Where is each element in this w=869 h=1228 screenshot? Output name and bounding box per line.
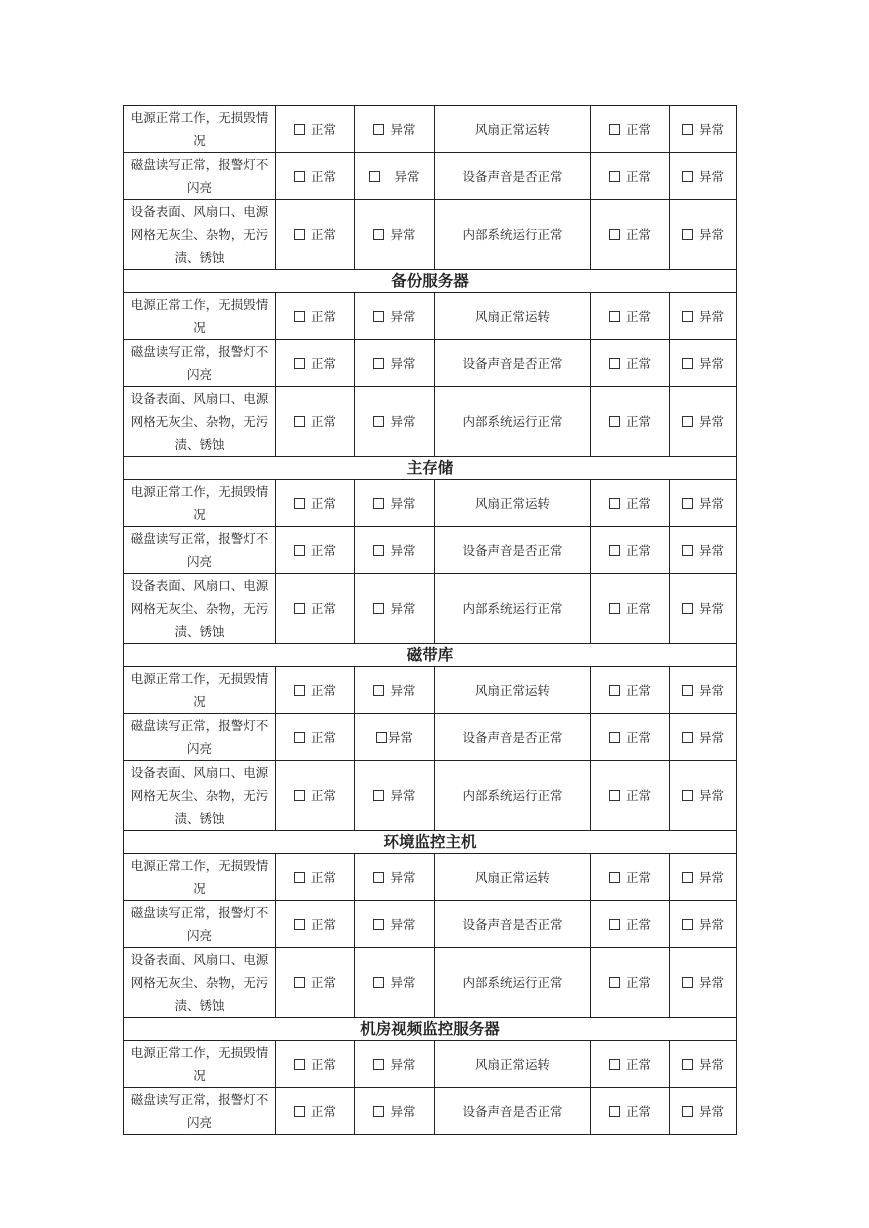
checkbox-icon[interactable] [373, 545, 384, 556]
check-item-label: 设备表面、风扇口、电源网格无灰尘、杂物，无污渍、锈蚀 [124, 387, 276, 457]
table-row [124, 901, 737, 948]
right-abnormal-option[interactable]: 异常 [670, 480, 737, 527]
table-row [124, 854, 737, 901]
checkbox-icon[interactable] [294, 124, 305, 135]
left-abnormal-option[interactable]: 异常 [355, 901, 435, 948]
checkbox-icon[interactable] [373, 977, 384, 988]
right-abnormal-option[interactable]: 异常 [670, 854, 737, 901]
left-normal-option[interactable]: 正常 [276, 480, 355, 527]
section-title: 磁带库 [124, 644, 737, 667]
right-abnormal-option[interactable]: 异常 [670, 714, 737, 761]
left-normal-option[interactable]: 正常 [276, 387, 355, 457]
right-normal-option[interactable]: 正常 [591, 480, 670, 527]
checkbox-icon[interactable] [373, 685, 384, 696]
check-item-label: 设备声音是否正常 [435, 901, 591, 948]
left-abnormal-option[interactable]: 异常 [355, 527, 435, 574]
right-abnormal-option[interactable]: 异常 [670, 527, 737, 574]
checkbox-icon[interactable] [373, 872, 384, 883]
left-normal-option[interactable]: 正常 [276, 714, 355, 761]
right-normal-option[interactable]: 正常 [591, 1088, 670, 1135]
left-abnormal-option[interactable]: 异常 [355, 200, 435, 270]
checkbox-icon[interactable] [609, 872, 620, 883]
table-row [124, 574, 737, 644]
checkbox-icon[interactable] [373, 1059, 384, 1070]
left-abnormal-option[interactable]: 异常 [355, 387, 435, 457]
right-normal-option[interactable]: 正常 [591, 714, 670, 761]
checkbox-icon[interactable] [294, 919, 305, 930]
section-header-row [124, 1018, 737, 1041]
right-normal-option[interactable]: 正常 [591, 574, 670, 644]
checkbox-icon[interactable] [373, 919, 384, 930]
checkbox-icon[interactable] [682, 1059, 693, 1070]
checkbox-icon[interactable] [682, 358, 693, 369]
check-item-label: 磁盘读写正常，报警灯不闪亮 [124, 714, 276, 761]
section-title: 机房视频监控服务器 [124, 1018, 737, 1041]
checkbox-icon[interactable] [682, 977, 693, 988]
checkbox-icon[interactable] [373, 358, 384, 369]
check-item-label: 磁盘读写正常，报警灯不闪亮 [124, 1088, 276, 1135]
check-item-label: 设备表面、风扇口、电源网格无灰尘、杂物，无污渍、锈蚀 [124, 761, 276, 831]
table-row [124, 106, 737, 153]
check-item-label: 磁盘读写正常，报警灯不闪亮 [124, 527, 276, 574]
check-item-label: 设备表面、风扇口、电源网格无灰尘、杂物，无污渍、锈蚀 [124, 200, 276, 270]
table-row [124, 527, 737, 574]
checkbox-icon[interactable] [376, 732, 387, 743]
checkbox-icon[interactable] [294, 685, 305, 696]
checkbox-icon[interactable] [609, 1106, 620, 1117]
checkbox-icon[interactable] [609, 124, 620, 135]
left-normal-option[interactable]: 正常 [276, 667, 355, 714]
section-header-row [124, 270, 737, 293]
left-abnormal-option[interactable]: 异常 [355, 948, 435, 1018]
check-item-label: 磁盘读写正常，报警灯不闪亮 [124, 901, 276, 948]
checkbox-icon[interactable] [373, 603, 384, 614]
check-item-label: 风扇正常运转 [435, 1041, 591, 1088]
table-row [124, 667, 737, 714]
left-abnormal-option[interactable]: 异常 [355, 1088, 435, 1135]
checkbox-icon[interactable] [373, 311, 384, 322]
left-normal-option[interactable]: 正常 [276, 1041, 355, 1088]
left-abnormal-option[interactable]: 异常 [355, 340, 435, 387]
section-title: 环境监控主机 [124, 831, 737, 854]
checkbox-icon[interactable] [609, 358, 620, 369]
check-item-label: 设备表面、风扇口、电源网格无灰尘、杂物，无污渍、锈蚀 [124, 948, 276, 1018]
check-item-label: 内部系统运行正常 [435, 948, 591, 1018]
table-row [124, 153, 737, 200]
left-abnormal-option[interactable]: 异常 [355, 153, 435, 200]
check-item-label: 风扇正常运转 [435, 293, 591, 340]
check-item-label: 磁盘读写正常，报警灯不闪亮 [124, 153, 276, 200]
checkbox-icon[interactable] [609, 603, 620, 614]
checkbox-icon[interactable] [373, 498, 384, 509]
checkbox-icon[interactable] [682, 603, 693, 614]
left-abnormal-option[interactable]: 异常 [355, 714, 435, 761]
right-normal-option[interactable]: 正常 [591, 1041, 670, 1088]
left-normal-option[interactable]: 正常 [276, 200, 355, 270]
right-abnormal-option[interactable]: 异常 [670, 340, 737, 387]
right-normal-option[interactable]: 正常 [591, 387, 670, 457]
left-abnormal-option[interactable]: 异常 [355, 106, 435, 153]
checkbox-icon[interactable] [609, 498, 620, 509]
check-item-label: 风扇正常运转 [435, 480, 591, 527]
check-item-label: 设备声音是否正常 [435, 527, 591, 574]
checkbox-icon[interactable] [369, 171, 380, 182]
right-abnormal-option[interactable]: 异常 [670, 106, 737, 153]
right-normal-option[interactable]: 正常 [591, 854, 670, 901]
checkbox-icon[interactable] [682, 732, 693, 743]
checkbox-icon[interactable] [682, 872, 693, 883]
left-normal-option[interactable]: 正常 [276, 153, 355, 200]
checkbox-icon[interactable] [373, 790, 384, 801]
check-item-label: 磁盘读写正常，报警灯不闪亮 [124, 340, 276, 387]
checkbox-icon[interactable] [294, 358, 305, 369]
right-abnormal-option[interactable]: 异常 [670, 293, 737, 340]
checkbox-icon[interactable] [609, 685, 620, 696]
table-row [124, 480, 737, 527]
checkbox-icon[interactable] [294, 416, 305, 427]
checkbox-icon[interactable] [373, 416, 384, 427]
check-item-label: 设备声音是否正常 [435, 153, 591, 200]
right-abnormal-option[interactable]: 异常 [670, 1088, 737, 1135]
section-header-row [124, 457, 737, 480]
check-item-label: 内部系统运行正常 [435, 574, 591, 644]
checkbox-icon[interactable] [682, 311, 693, 322]
left-normal-option[interactable]: 正常 [276, 948, 355, 1018]
check-item-label: 内部系统运行正常 [435, 761, 591, 831]
left-normal-option[interactable]: 正常 [276, 854, 355, 901]
checkbox-icon[interactable] [609, 171, 620, 182]
checkbox-icon[interactable] [609, 416, 620, 427]
left-abnormal-option[interactable]: 异常 [355, 1041, 435, 1088]
table-row [124, 387, 737, 457]
checkbox-icon[interactable] [294, 872, 305, 883]
check-item-label: 电源正常工作，无损毁情况 [124, 1041, 276, 1088]
right-abnormal-option[interactable]: 异常 [670, 948, 737, 1018]
section-title: 备份服务器 [124, 270, 737, 293]
table-row [124, 714, 737, 761]
checkbox-icon[interactable] [294, 171, 305, 182]
checkbox-icon[interactable] [294, 732, 305, 743]
checkbox-icon[interactable] [682, 171, 693, 182]
check-item-label: 内部系统运行正常 [435, 387, 591, 457]
right-abnormal-option[interactable]: 异常 [670, 901, 737, 948]
check-item-label: 电源正常工作，无损毁情况 [124, 480, 276, 527]
left-normal-option[interactable]: 正常 [276, 761, 355, 831]
checkbox-icon[interactable] [294, 977, 305, 988]
checkbox-icon[interactable] [294, 229, 305, 240]
check-item-label: 设备声音是否正常 [435, 714, 591, 761]
left-normal-option[interactable]: 正常 [276, 1088, 355, 1135]
left-normal-option[interactable]: 正常 [276, 293, 355, 340]
table-row [124, 1088, 737, 1135]
table-row [124, 1041, 737, 1088]
checkbox-icon[interactable] [294, 603, 305, 614]
checkbox-icon[interactable] [682, 919, 693, 930]
check-item-label: 风扇正常运转 [435, 667, 591, 714]
table-row [124, 948, 737, 1018]
right-normal-option[interactable]: 正常 [591, 340, 670, 387]
checkbox-icon[interactable] [294, 1106, 305, 1117]
checkbox-icon[interactable] [294, 498, 305, 509]
check-item-label: 电源正常工作，无损毁情况 [124, 293, 276, 340]
checkbox-icon[interactable] [682, 229, 693, 240]
checkbox-icon[interactable] [609, 977, 620, 988]
checkbox-icon[interactable] [373, 1106, 384, 1117]
checkbox-icon[interactable] [682, 124, 693, 135]
checkbox-icon[interactable] [609, 311, 620, 322]
check-item-label: 电源正常工作，无损毁情况 [124, 106, 276, 153]
checkbox-icon[interactable] [682, 416, 693, 427]
checkbox-icon[interactable] [609, 919, 620, 930]
table-row [124, 200, 737, 270]
right-abnormal-option[interactable]: 异常 [670, 574, 737, 644]
right-normal-option[interactable]: 正常 [591, 761, 670, 831]
checkbox-icon[interactable] [609, 229, 620, 240]
checkbox-icon[interactable] [609, 545, 620, 556]
left-normal-option[interactable]: 正常 [276, 106, 355, 153]
check-item-label: 风扇正常运转 [435, 854, 591, 901]
left-abnormal-option[interactable]: 异常 [355, 480, 435, 527]
checkbox-icon[interactable] [294, 311, 305, 322]
left-normal-option[interactable]: 正常 [276, 527, 355, 574]
right-normal-option[interactable]: 正常 [591, 106, 670, 153]
left-normal-option[interactable]: 正常 [276, 574, 355, 644]
section-header-row [124, 831, 737, 854]
checkbox-icon[interactable] [294, 790, 305, 801]
check-item-label: 风扇正常运转 [435, 106, 591, 153]
checkbox-icon[interactable] [609, 732, 620, 743]
check-item-label: 设备声音是否正常 [435, 1088, 591, 1135]
right-abnormal-option[interactable]: 异常 [670, 667, 737, 714]
checkbox-icon[interactable] [373, 124, 384, 135]
table-row [124, 761, 737, 831]
checkbox-icon[interactable] [682, 790, 693, 801]
checkbox-icon[interactable] [682, 498, 693, 509]
right-normal-option[interactable]: 正常 [591, 293, 670, 340]
left-abnormal-option[interactable]: 异常 [355, 293, 435, 340]
check-item-label: 电源正常工作，无损毁情况 [124, 854, 276, 901]
right-normal-option[interactable]: 正常 [591, 200, 670, 270]
left-normal-option[interactable]: 正常 [276, 901, 355, 948]
checkbox-icon[interactable] [294, 1059, 305, 1070]
right-abnormal-option[interactable]: 异常 [670, 761, 737, 831]
check-item-label: 设备声音是否正常 [435, 340, 591, 387]
left-abnormal-option[interactable]: 异常 [355, 574, 435, 644]
section-title: 主存储 [124, 457, 737, 480]
section-header-row [124, 644, 737, 667]
checkbox-icon[interactable] [682, 1106, 693, 1117]
left-abnormal-option[interactable]: 异常 [355, 854, 435, 901]
right-normal-option[interactable]: 正常 [591, 901, 670, 948]
checkbox-icon[interactable] [294, 545, 305, 556]
left-abnormal-option[interactable]: 异常 [355, 667, 435, 714]
right-normal-option[interactable]: 正常 [591, 948, 670, 1018]
right-abnormal-option[interactable]: 异常 [670, 1041, 737, 1088]
check-item-label: 设备表面、风扇口、电源网格无灰尘、杂物，无污渍、锈蚀 [124, 574, 276, 644]
checkbox-icon[interactable] [373, 229, 384, 240]
right-normal-option[interactable]: 正常 [591, 153, 670, 200]
right-abnormal-option[interactable]: 异常 [670, 200, 737, 270]
right-abnormal-option[interactable]: 异常 [670, 387, 737, 457]
checkbox-icon[interactable] [609, 790, 620, 801]
checkbox-icon[interactable] [609, 1059, 620, 1070]
left-normal-option[interactable]: 正常 [276, 340, 355, 387]
table-row [124, 340, 737, 387]
right-abnormal-option[interactable]: 异常 [670, 153, 737, 200]
right-normal-option[interactable]: 正常 [591, 667, 670, 714]
checkbox-icon[interactable] [682, 685, 693, 696]
table-row [124, 293, 737, 340]
check-item-label: 内部系统运行正常 [435, 200, 591, 270]
left-abnormal-option[interactable]: 异常 [355, 761, 435, 831]
inspection-checklist-table [123, 105, 737, 1135]
checkbox-icon[interactable] [682, 545, 693, 556]
check-item-label: 电源正常工作，无损毁情况 [124, 667, 276, 714]
right-normal-option[interactable]: 正常 [591, 527, 670, 574]
